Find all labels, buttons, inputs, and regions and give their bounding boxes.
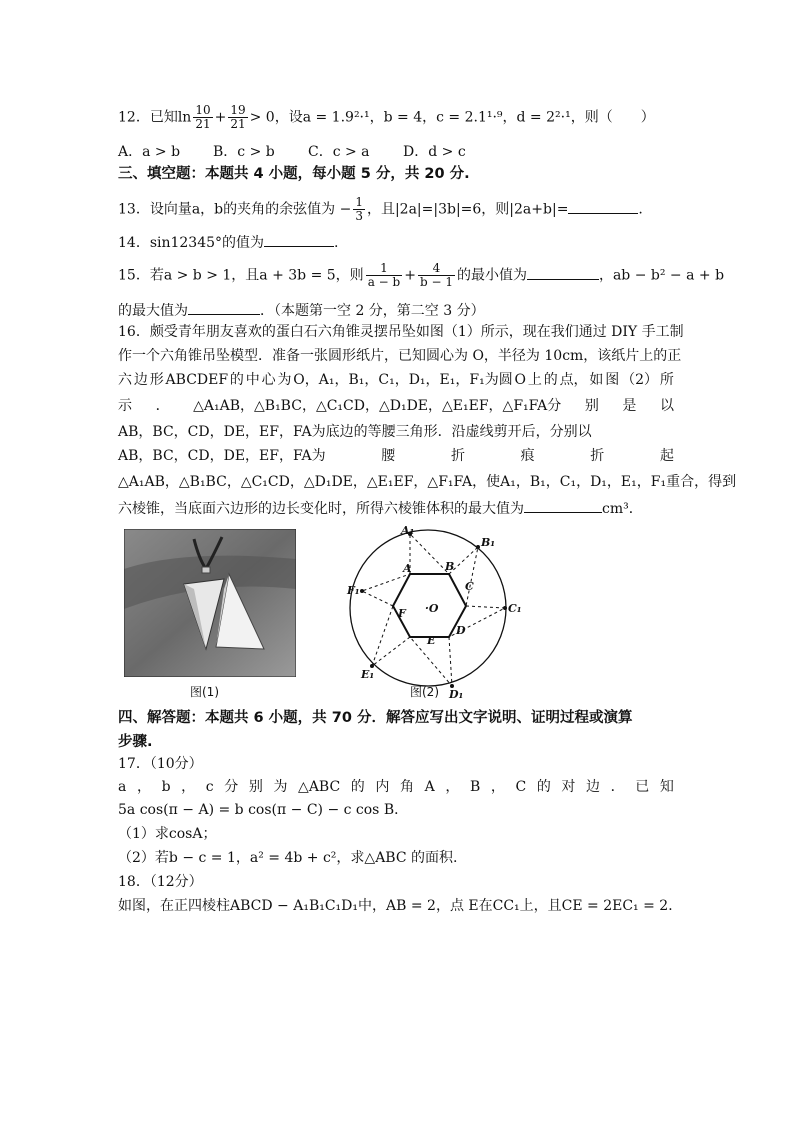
fraction: $\frac{10}{21}$ — [195, 103, 211, 131]
q13: 13．设向量a，b的夹角的余弦值为 − $\frac{1}{3}$ ，且|2a|=|3b|=6，则|2a+b|= . — [118, 195, 643, 223]
fraction: $\frac{19}{21}$ — [230, 103, 246, 131]
label-e: E — [427, 634, 436, 647]
q16-line8: 六棱锥，当底面六边形的边长变化时，所得六棱锥体积的最大值为 cm³． — [118, 498, 643, 519]
option-a: A．a > b — [118, 144, 181, 160]
q18-head: 18．（12分） — [118, 874, 203, 890]
fraction: $\frac{1}{3}$ — [355, 195, 363, 223]
q16-line6: AB，BC，CD，DE，EF，FA为 腰 折 痕 折 起 — [118, 448, 674, 464]
label-c: C — [465, 580, 474, 593]
q17-line2: 5a cos(π − A) = b cos(π − C) − c cos B． — [118, 802, 409, 818]
q16-line4: 示 ． △A₁AB，△B₁BC，△C₁CD，△D₁DE，△E₁EF，△F₁FA分 别 是 以 — [118, 398, 674, 414]
q16-line2: 作一个六角锥吊坠模型．准备一张圆形纸片，已知圆心为 O，半径为 10cm，该纸片上的正 — [118, 348, 682, 364]
q15-line2: 的最大值为 ．（本题第一空 2 分，第二空 3 分） — [118, 300, 485, 321]
q16-line1: 16．颇受青年朋友喜欢的蛋白石六角锥灵摆吊坠如图（1）所示，现在我们通过 DIY 手工制 — [118, 324, 684, 340]
label-o: ·O — [425, 602, 439, 615]
answer-blank — [524, 498, 602, 513]
label-b1: B₁ — [481, 536, 496, 549]
geometry-diagram — [345, 526, 525, 698]
q17-part2: （2）若b − c = 1，a² = 4b + c²，求△ABC 的面积. — [118, 850, 458, 866]
label-a: A — [403, 562, 412, 575]
label-f1: F₁ — [347, 584, 360, 597]
label-e1: E₁ — [361, 668, 375, 681]
label-f: F — [398, 607, 406, 620]
label-b: B — [445, 560, 455, 573]
answer-blank — [527, 265, 599, 280]
q12-stem: 12．已知ln $\frac{10}{21}$ + $\frac{19}{21}$ > 0，设a = 1.9²·¹，b = 4，c = 2.1¹·⁹，d = 2²·¹，则（ ） — [118, 103, 655, 131]
label-a1: A₁ — [401, 526, 415, 537]
q12-options — [118, 142, 498, 162]
figure-2-caption: 图(2) — [410, 685, 439, 699]
q14: 14．sin12345°的值为 . — [118, 232, 338, 253]
q15-line1: 15．若a > b > 1，且a + 3b = 5，则 $\frac{1}{a - b}$ + $\frac{4}{b - 1}$ 的最小值为 ，ab − b² − a + b — [118, 261, 725, 289]
label-d1: D₁ — [449, 688, 464, 698]
pendant-photo — [124, 529, 296, 677]
q17-head: 17．（10分） — [118, 756, 203, 772]
answer-blank — [188, 300, 260, 315]
q17-line1: a ， b ， c 分 别 为 △ABC 的 内 角 A ， B ， C 的 对 边 ． 已 知 — [118, 779, 674, 795]
label-c1: C₁ — [508, 602, 522, 615]
fraction: $\frac{4}{b - 1}$ — [419, 261, 453, 289]
section-3-heading: 三、填空题：本题共 4 小题，每小题 5 分，共 20 分. — [118, 166, 470, 182]
answer-blank — [264, 232, 334, 247]
q16-line7: △A₁AB，△B₁BC，△C₁CD，△D₁DE，△E₁EF，△F₁FA，使A₁，B₁，C₁，D₁，E₁，F₁重合，得到 — [118, 474, 737, 490]
section-4-heading: 四、解答题：本题共 6 小题，共 70 分．解答应写出文字说明、证明过程或演算 — [118, 710, 633, 726]
option-d: D．d > c — [403, 144, 466, 160]
section-4-heading-cont: 步骤. — [118, 734, 153, 750]
figure-1-caption: 图(1) — [190, 685, 219, 699]
q16-line5: AB，BC，CD，DE，EF，FA为底边的等腰三角形．沿虚线剪开后，分别以 — [118, 424, 592, 440]
option-b: B．c > b — [213, 144, 275, 160]
q17-part1: （1）求cosA； — [118, 826, 217, 842]
option-c: C．c > a — [308, 144, 370, 160]
q18-line1: 如图，在正四棱柱ABCD − A₁B₁C₁D₁中，AB = 2，点 E在CC₁上，且CE = 2EC₁ = 2． — [118, 898, 683, 914]
answer-blank — [568, 199, 638, 214]
label-d: D — [456, 624, 466, 637]
q16-line3: 六 边 形 ABCDEF 的 中 心 为 O，A₁，B₁，C₁，D₁，E₁，F₁为圆 O 上 的 点， 如 图 （2） 所 — [118, 372, 674, 388]
fraction: $\frac{1}{a - b}$ — [367, 261, 401, 289]
